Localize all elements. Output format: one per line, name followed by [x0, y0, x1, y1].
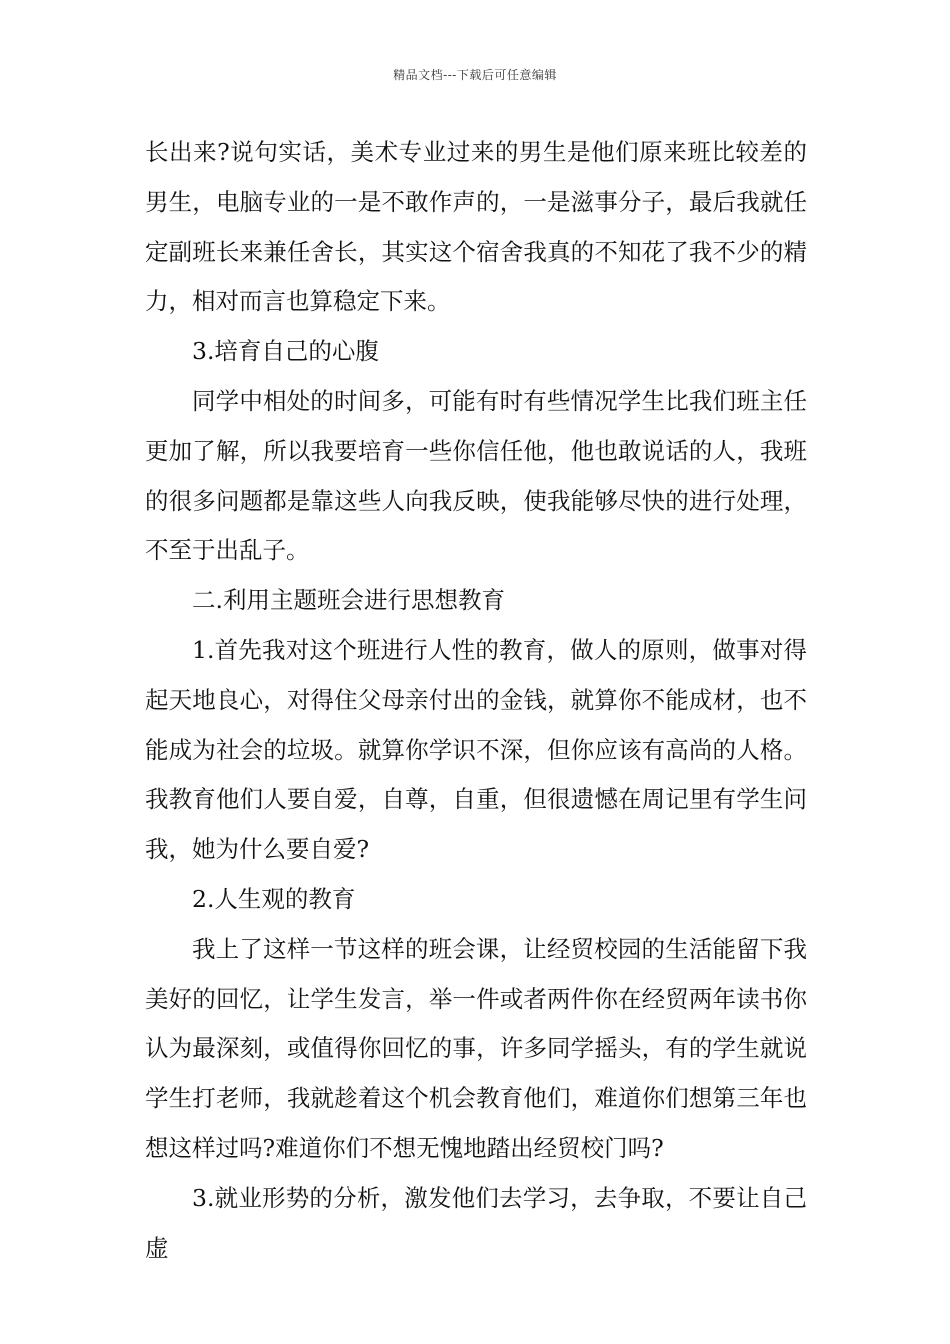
- paragraph: 1.首先我对这个班进行人性的教育，做人的原则，做事对得起天地良心，对得住父母亲付出的金钱，就算你不能成材，也不能成为社会的垃圾。就算你学识不深，但你应该有高尚的人格。我教育他们人要自爱，自尊，自重，但很遗憾在周记里有学生问我，她为什么要自爱?: [145, 635, 807, 864]
- document-body: [145, 128, 807, 1273]
- section-heading: 二.利用主题班会进行思想教育: [192, 586, 505, 615]
- section-heading: 3.培育自己的心腹: [192, 337, 379, 366]
- paragraph: 我上了这样一节这样的班会课，让经贸校园的生活能留下我美好的回忆，让学生发言，举一件或者两件你在经贸两年读书你认为最深刻，或值得你回忆的事，许多同学摇头，有的学生就说学生打老师，我就趁着这个机会教育他们，难道你们想第三年也想这样过吗?难道你们不想无愧地踏出经贸校门吗?: [145, 934, 807, 1162]
- page-header: 精品文档---下载后可任意编辑: [393, 68, 557, 82]
- section-heading: 2.人生观的教育: [192, 884, 356, 913]
- paragraph: 同学中相处的时间多，可能有时有些情况学生比我们班主任更加了解，所以我要培育一些你信任他，他也敢说话的人，我班的很多问题都是靠这些人向我反映，使我能够尽快的进行处理，不至于出乱子。: [145, 386, 807, 565]
- paragraph: 长出来?说句实话，美术专业过来的男生是他们原来班比较差的男生，电脑专业的一是不敢作声的，一是滋事分子，最后我就任定副班长来兼任舍长，其实这个宿舍我真的不知花了我不少的精力，相对而言也算稳定下来。: [145, 138, 807, 316]
- paragraph: 3.就业形势的分析，激发他们去学习，去争取，不要让自己虚: [145, 1183, 807, 1262]
